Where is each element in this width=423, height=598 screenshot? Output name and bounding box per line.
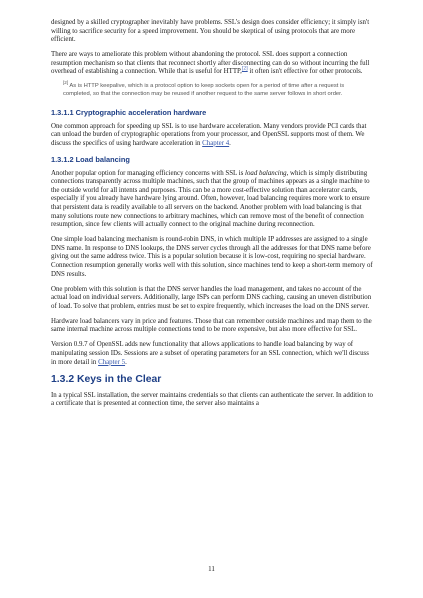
chapter-5-link[interactable]: Chapter 5 (98, 358, 126, 366)
chapter-4-link[interactable]: Chapter 4 (202, 139, 230, 147)
paragraph (51, 123, 375, 149)
section-heading: 1.3.2 Keys in the Clear (51, 373, 162, 385)
paragraph-text: . (229, 139, 231, 147)
paragraph: One simple load balancing mechanism is round-robin DNS, in which multiple IP addresses are assigned to a single DNS name. In response to DNS lookups, the DNS server cycles through all the addresses for that DNS name before giving out the same address twice. This is a popular solution because it is low-cost, requiring no special hardware. Connection resumption generally works well with this solution, since machines tend to keep a short-term memory of DNS results. (51, 236, 373, 278)
page-content (51, 19, 375, 415)
paragraph: Hardware load balancers vary in price and features. Those that can remember outside machines and map them to the same internal machine across multiple connections tend to be more expensive, but also more effective for SSL. (51, 317, 372, 334)
paragraph (51, 170, 375, 230)
section-heading: 1.3.1.1 Cryptographic acceleration hardware (51, 107, 207, 117)
paragraph: In a typical SSL installation, the server maintains credentials so that clients can authenticate the server. In addition to a certificate that is presented at connection time, the server also maintains a (51, 391, 373, 408)
paragraph-text: Version 0.9.7 of OpenSSL adds new functionality that allows applications to handle load balancing by way of manipulating session IDs. Sessions are a subset of operating parameters for an SSL connection, which we'll discuss in more detail in (51, 341, 369, 366)
paragraph: One problem with this solution is that the DNS server handles the load management, and takes no account of the actual load on individual servers. Additionally, large ISPs can perform DNS caching, causing an uneven distribution of load. To solve that problem, entries must be set to expire frequently, which increases the load on the DNS server. (51, 285, 372, 310)
paragraph-text: it often isn't effective for other protocols. (247, 68, 363, 76)
paragraph: designed by a skilled cryptographer inevitably have problems. SSL's design does consider efficiency; it simply isn't willing to sacrifice security for a speed improvement. You should be skeptical of using protocols that are more efficient. (51, 19, 370, 44)
emphasis-text: load balancing (245, 169, 287, 177)
paragraph-text: Another popular option for managing efficiency concerns with SSL is (51, 169, 246, 177)
footnote-text: As is HTTP keepalive, which is a protocol option to keep sockets open for a period of time after a request is completed, so that the connection may be reused if another request to the same server follows in short order. (63, 83, 345, 97)
footnote (63, 80, 371, 98)
page-number: 11 (208, 565, 215, 573)
paragraph (51, 341, 375, 367)
paragraph-text: . (125, 358, 127, 366)
footnote-mark: [2] (63, 80, 69, 86)
paragraph (51, 51, 375, 77)
paragraph-text: There are ways to ameliorate this problem without abandoning the protocol. SSL does support a connection resumption mechanism so that clients that reconnect shortly after disconnecting can do so without incurring the full overhead of establishing a connection. While that is useful for HTTP, (51, 51, 370, 76)
section-heading: 1.3.1.2 Load balancing (51, 154, 130, 164)
paragraph-text: One common approach for speeding up SSL is to use hardware acceleration. Many vendors provide PCI cards that can unload the burden of cryptographic operations from your processor, and OpenSSL supports most of them. We discuss the specifics of using hardware acceleration in (51, 122, 367, 147)
footnote-reference-link[interactable]: [2] (241, 67, 248, 73)
paragraph-text: , which is simply distributing connections transparently across multiple machines, such that the group of machines appears as a single machine to the outside world for all intents and purposes. This can be a more cost-effective solution than accelerator cards, especially if you already have hardware lying around. Often, however, load balancing requires more work to ensure that persistent data is readily available to all servers on the backend. Another problem with load balancing is that many solutions route new connections to arbitrary machines, which can remove most of the benefit of connection resumption, since few clients will actually connect to the original machine during reconnection. (51, 169, 370, 229)
